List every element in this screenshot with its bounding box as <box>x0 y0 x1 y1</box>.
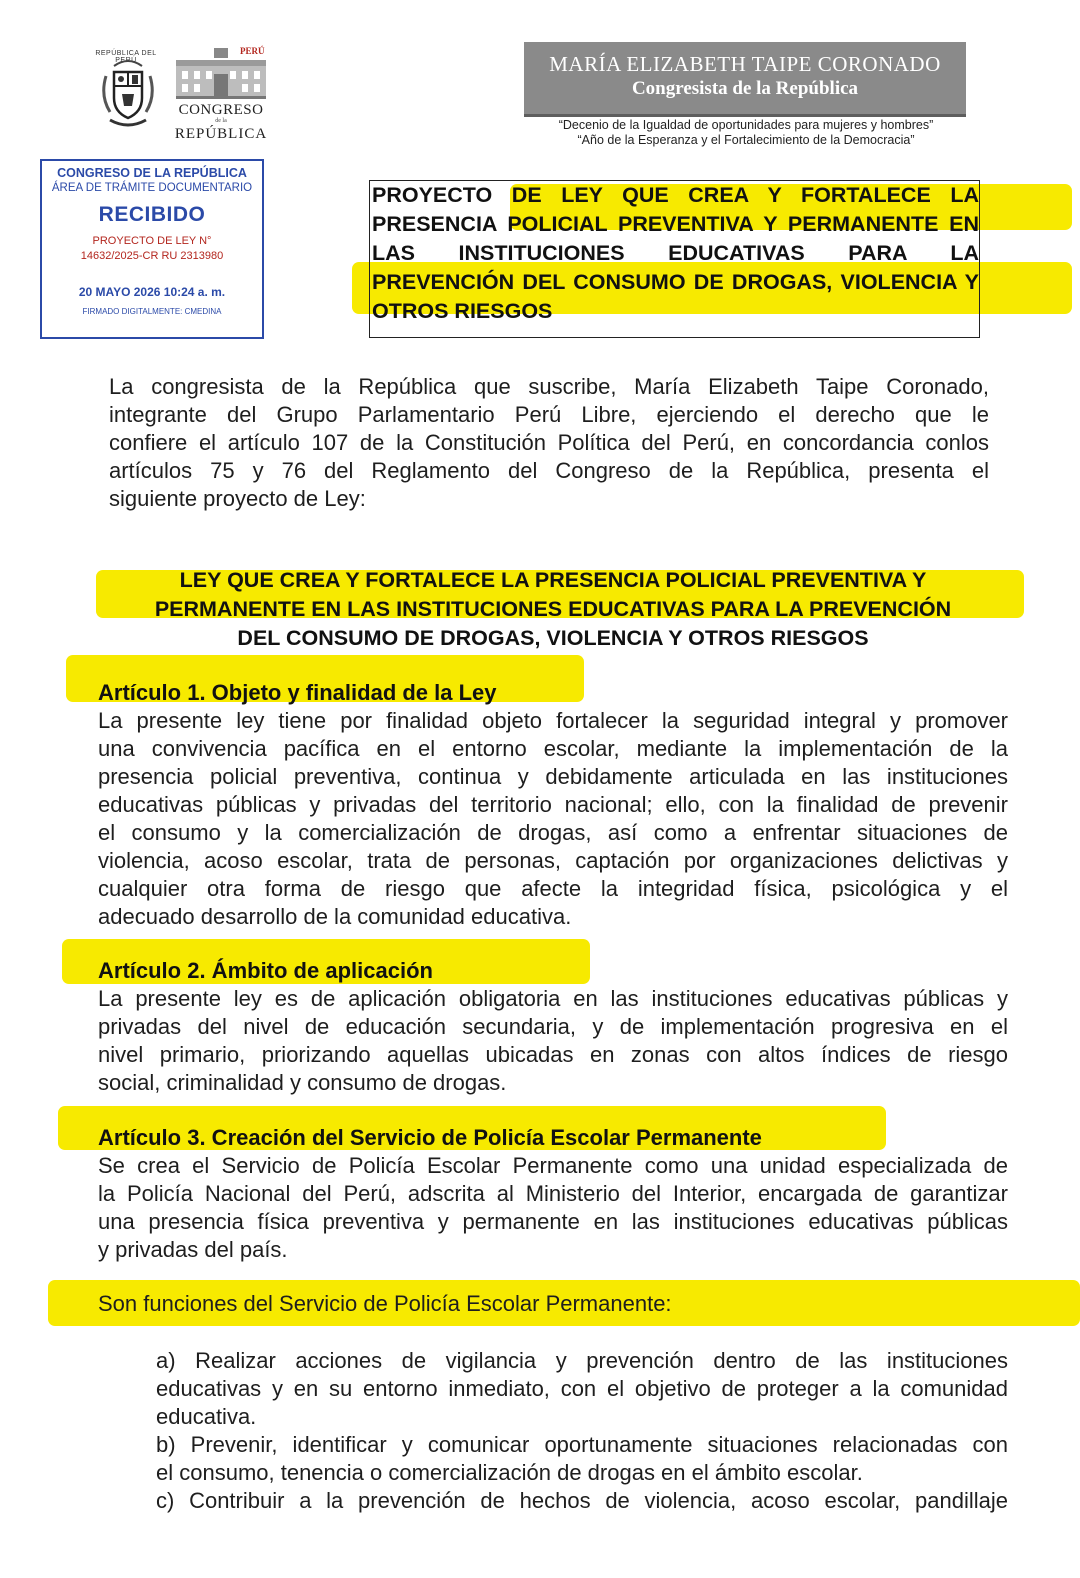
crest-caption: REPÚBLICA DEL PERÚ <box>95 50 157 64</box>
article-3-line: Se crea el Servicio de Policía Escolar Permanente como una unidad especializada de <box>98 1153 1008 1178</box>
stamp-status: RECIBIDO <box>98 203 206 226</box>
stamp-line-2: ÁREA DE TRÁMITE DOCUMENTARIO <box>51 182 253 194</box>
article-3-line: la Policía Nacional del Perú, adscrita al Ministerio del Interior, encargada de garantizar <box>98 1181 1008 1206</box>
law-title-line: LEY QUE CREA Y FORTALECE LA PRESENCIA POLICIAL PREVENTIVA Y <box>179 568 927 592</box>
congresswoman-banner <box>524 42 966 117</box>
function-line: el consumo, tenencia o comercialización de drogas en el ámbito escolar. <box>156 1460 863 1485</box>
article-1-line: el consumo y la comercialización de drogas, así como a enfrentar situaciones de <box>98 820 1008 845</box>
article-2-heading: Artículo 2. Ámbito de aplicación <box>98 958 433 983</box>
project-title-line: PRESENCIA POLICIAL PREVENTIVA Y PERMANENTE EN <box>372 212 979 236</box>
article-2-line: nivel primario, priorizando aquellas ubicadas en zonas con altos índices de riesgo <box>98 1042 1008 1067</box>
article-1-line: La presente ley tiene por finalidad objeto fortalecer la seguridad integral y promover <box>98 708 1008 733</box>
decenio-text: “Decenio de la Igualdad de oportunidades para mujeres y hombres” <box>558 118 934 132</box>
function-line: b) Prevenir, identificar y comunicar oportunamente situaciones relacionadas con <box>156 1432 1008 1457</box>
anio-text: “Año de la Esperanza y el Fortalecimiento de la Democracia” <box>577 133 915 147</box>
article-1-line: una convivencia pacífica en el entorno escolar, mediante la implementación de la <box>98 736 1008 761</box>
article-2-line: social, criminalidad y consumo de drogas. <box>98 1070 507 1095</box>
project-title-line: OTROS RIESGOS <box>372 299 553 323</box>
intro-line: integrante del Grupo Parlamentario Perú Libre, ejerciendo el derecho que le <box>109 402 989 427</box>
article-1-line: cualquier otra forma de riesgo que afecte la integridad física, psicológica y el <box>98 876 1008 901</box>
logo-dela-label: de la <box>215 118 227 124</box>
banner-name: MARÍA ELIZABETH TAIPE CORONADO <box>549 52 941 76</box>
functions-intro: Son funciones del Servicio de Policía Escolar Permanente: <box>98 1291 672 1316</box>
function-line: educativas y en su entorno inmediato, con el objetivo de proteger a la comunidad <box>156 1376 1008 1401</box>
stamp-project-label: PROYECTO DE LEY N° <box>92 235 212 247</box>
banner-role: Congresista de la República <box>631 78 859 99</box>
article-1-heading: Artículo 1. Objeto y finalidad de la Ley <box>98 680 497 705</box>
article-1-line: educativas públicas y privadas del territorio nacional; ello, con la finalidad de prevenir <box>98 792 1008 817</box>
project-title-line: LAS INSTITUCIONES EDUCATIVAS PARA LA <box>372 241 979 265</box>
article-2-line: La presente ley es de aplicación obligatoria en las instituciones educativas públicas y <box>98 986 1008 1011</box>
article-1-line: adecuado desarrollo de la comunidad educativa. <box>98 904 572 929</box>
law-title-line: PERMANENTE EN LAS INSTITUCIONES EDUCATIVAS PARA LA PREVENCIÓN <box>154 597 952 621</box>
article-3-line: una presencia física preventiva y permanente en las instituciones educativas públicas <box>98 1209 1008 1234</box>
stamp-line-1: CONGRESO DE LA REPÚBLICA <box>57 166 247 180</box>
function-line: c) Contribuir a la prevención de hechos de violencia, acoso escolar, pandillaje <box>156 1488 1008 1513</box>
project-title-line: PREVENCIÓN DEL CONSUMO DE DROGAS, VIOLENCIA Y <box>372 270 979 294</box>
article-2-line: privadas del nivel de educación secundaria, y de implementación progresiva en el <box>98 1014 1008 1039</box>
article-1-line: violencia, acoso escolar, trata de personas, captación por organizaciones delictivas y <box>98 848 1008 873</box>
project-title-line: PROYECTO DE LEY QUE CREA Y FORTALECE LA <box>372 183 979 207</box>
stamp-datetime: 20 MAYO 2026 10:24 a. m. <box>78 285 226 299</box>
article-3-line: y privadas del país. <box>98 1237 288 1262</box>
received-stamp <box>40 159 264 339</box>
peru-coat-of-arms-icon <box>96 50 160 136</box>
function-line: a) Realizar acciones de vigilancia y prevención dentro de las instituciones <box>156 1348 1008 1373</box>
intro-line: artículos 75 y 76 del Reglamento del Congreso de la República, presenta el <box>109 458 989 483</box>
logo-peru-label: PERÚ <box>240 46 265 56</box>
stamp-signed: FIRMADO DIGITALMENTE: CMEDINA <box>82 307 222 316</box>
article-1-line: presencia policial preventiva, continua y debidamente articulada en las instituciones <box>98 764 1008 789</box>
article-3-heading: Artículo 3. Creación del Servicio de Policía Escolar Permanente <box>98 1125 762 1150</box>
official-year-names <box>520 118 972 148</box>
intro-line: siguiente proyecto de Ley: <box>109 486 366 511</box>
intro-line: La congresista de la República que suscribe, María Elizabeth Taipe Coronado, <box>109 374 989 399</box>
function-line: educativa. <box>156 1404 257 1429</box>
stamp-project-number: 14632/2025-CR RU 2313980 <box>80 250 224 262</box>
logo-congreso-label: CONGRESO <box>178 102 264 118</box>
logo-republica-label: REPÚBLICA <box>174 126 268 142</box>
intro-line: confiere el artículo 107 de la Constitución Política del Perú, en concordancia conlos <box>109 430 989 455</box>
law-title-line: DEL CONSUMO DE DROGAS, VIOLENCIA Y OTROS RIESGOS <box>237 626 869 650</box>
